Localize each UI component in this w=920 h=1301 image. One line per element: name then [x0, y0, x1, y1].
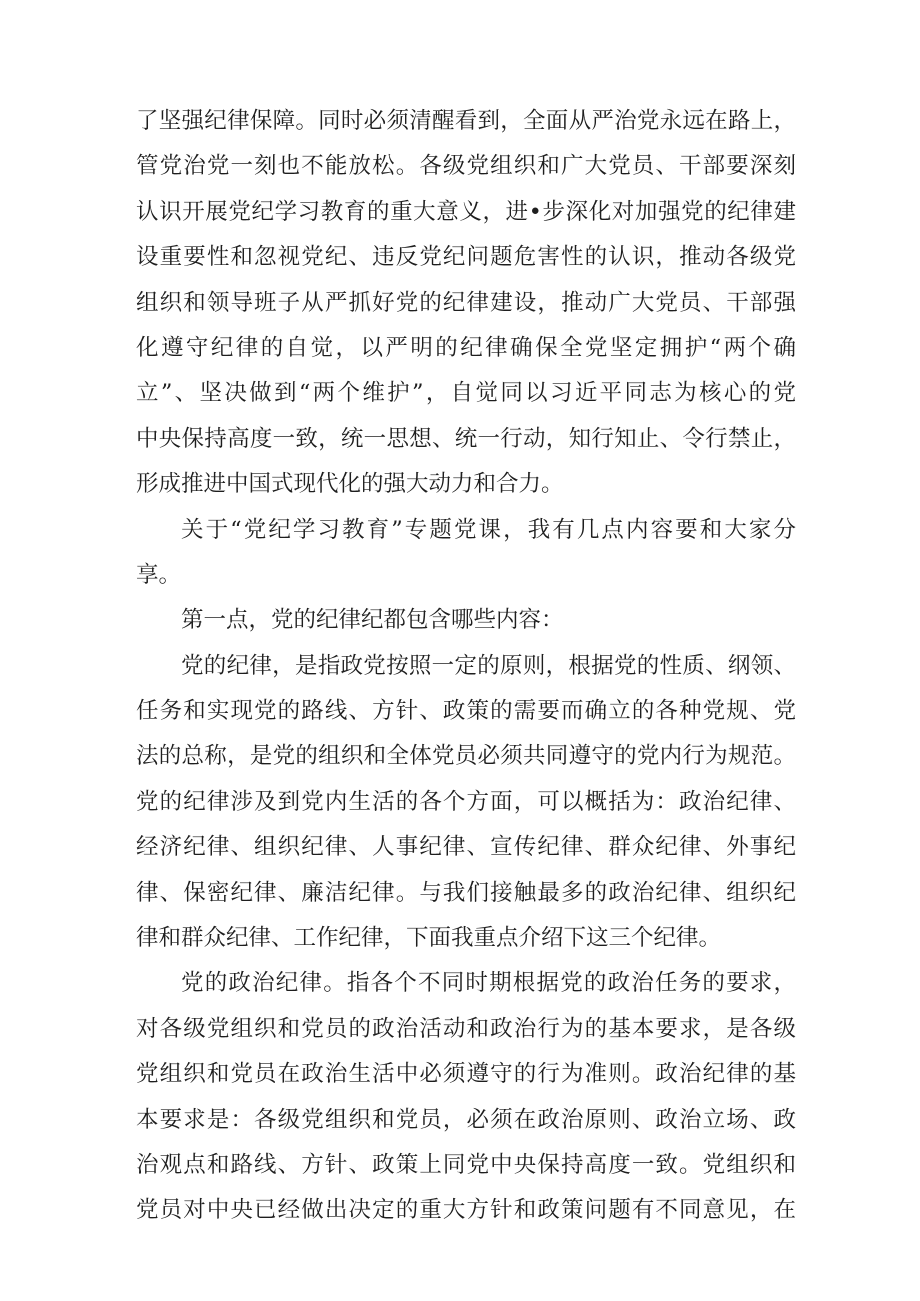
text-line: 管党治党一刻也不能放松。各级党组织和广大党员、干部要深刻: [136, 153, 796, 180]
text-line: 经济纪律、组织纪律、人事纪律、宣传纪律、群众纪律、外事纪: [136, 834, 796, 861]
text-line: 党员对中央已经做出决定的重大方针和政策问题有不同意见，在: [136, 1197, 796, 1224]
text-line: 享。: [136, 561, 182, 588]
text-line: 设重要性和忽视党纪、违反党纪问题危害性的认识，推动各级党: [136, 244, 796, 271]
text-line: 法的总称，是党的组织和全体党员必须共同遵守的党内行为规范。: [136, 743, 796, 770]
text-line: 中央保持高度一致，统一思想、统一行动，知行知止、令行禁止，: [136, 425, 796, 452]
text-line: 对各级党组织和党员的政治活动和政治行为的基本要求，是各级: [136, 1015, 796, 1042]
text-line: 治观点和路线、方针、政策上同党中央保持高度一致。党组织和: [136, 1151, 796, 1178]
text-line: 立”、坚决做到“两个维护”，自觉同以习近平同志为核心的党: [136, 380, 796, 407]
text-line: 化遵守纪律的自觉，以严明的纪律确保全党坚定拥护“两个确: [136, 334, 796, 361]
body-text: [136, 99, 796, 1234]
text-line: 党组织和党员在政治生活中必须遵守的行为准则。政治纪律的基: [136, 1061, 796, 1088]
text-line: 形成推进中国式现代化的强大动力和合力。: [136, 471, 564, 498]
text-line: 关于“党纪学习教育”专题党课，我有几点内容要和大家分: [181, 516, 796, 543]
text-line: 党的纪律涉及到党内生活的各个方面，可以概括为：政治纪律、: [136, 788, 796, 815]
text-line: 认识开展党纪学习教育的重大意义，进•步深化对加强党的纪律建: [136, 198, 796, 225]
text-line: 党的政治纪律。指各个不同时期根据党的政治任务的要求，: [181, 970, 796, 997]
text-line: 任务和实现党的路线、方针、政策的需要而确立的各种党规、党: [136, 698, 796, 725]
text-line: 了坚强纪律保障。同时必须清醒看到，全面从严治党永远在路上，: [136, 108, 796, 134]
text-line: 组织和领导班子从严抓好党的纪律建设，推动广大党员、干部强: [136, 289, 796, 316]
text-line: 律和群众纪律、工作纪律，下面我重点介绍下这三个纪律。: [136, 925, 722, 952]
section-heading: 第一点，党的纪律纪都包含哪些内容：: [181, 607, 564, 634]
text-line: 本要求是：各级党组织和党员，必须在政治原则、政治立场、政: [136, 1106, 796, 1133]
text-line: 党的纪律，是指政党按照一定的原则，根据党的性质、纲领、: [181, 652, 796, 679]
text-line: 律、保密纪律、廉洁纪律。与我们接触最多的政治纪律、组织纪: [136, 879, 796, 906]
